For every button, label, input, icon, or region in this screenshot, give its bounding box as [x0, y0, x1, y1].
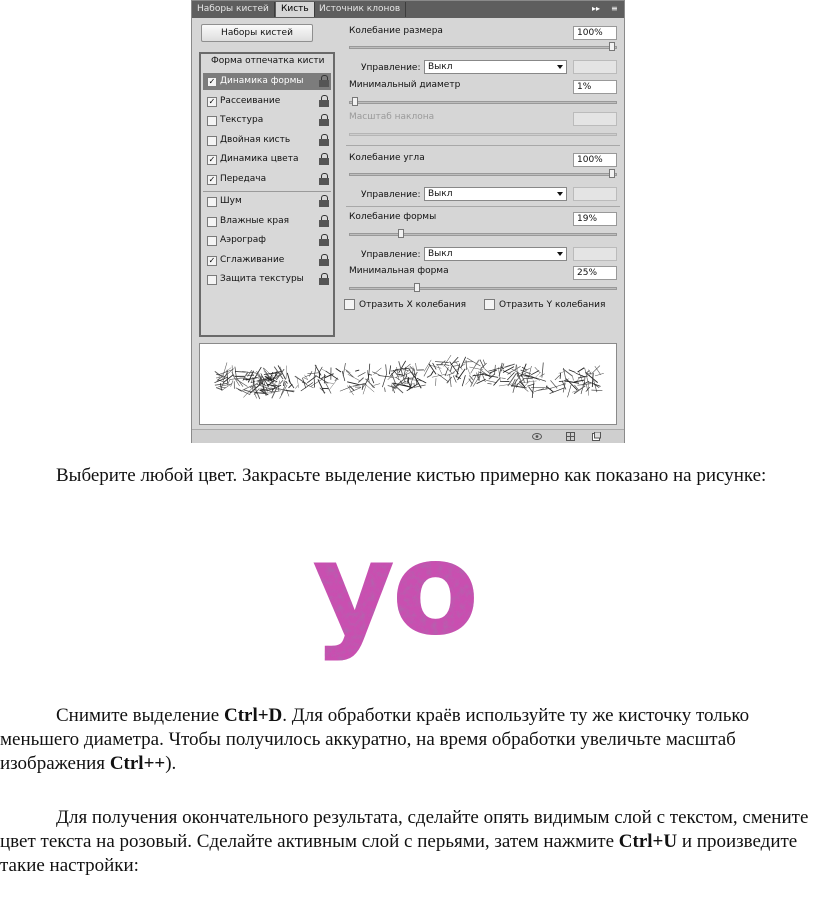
brush-setting-item[interactable]	[203, 271, 331, 288]
brush-setting-label: Шум	[220, 196, 242, 206]
shortcut-ctrl-u: Ctrl+U	[618, 831, 678, 852]
checkbox-unchecked[interactable]	[207, 236, 217, 246]
brush-bristle-mark	[458, 369, 466, 380]
brush-setting-item[interactable]	[203, 232, 331, 249]
brush-bristle-mark	[366, 379, 375, 388]
brush-bristle-mark	[573, 377, 574, 381]
brush-bristle-mark	[319, 367, 322, 372]
brush-bristle-mark	[486, 380, 497, 382]
lock-icon[interactable]	[319, 195, 329, 207]
roundness-fade-field	[573, 247, 617, 261]
brush-bristle-mark	[595, 373, 604, 376]
brush-bristle-mark	[358, 372, 366, 376]
brush-bristle-mark	[374, 384, 380, 386]
angle-fade-field	[573, 187, 617, 201]
brush-bristle-mark	[546, 386, 553, 392]
brush-bristle-mark	[466, 360, 467, 370]
brush-bristle-mark	[569, 370, 576, 373]
tab-clone-source[interactable]: Источник клонов	[314, 2, 406, 17]
min-diameter-value[interactable]: 1%	[573, 80, 617, 94]
brush-bristle-mark	[555, 375, 560, 380]
lock-icon[interactable]	[319, 134, 329, 146]
tilt-scale-slider	[349, 133, 617, 136]
brush-bristle-mark	[550, 384, 565, 389]
brush-eye-icon[interactable]	[532, 432, 541, 441]
brush-bristle-mark	[336, 368, 341, 372]
slider-thumb[interactable]	[609, 42, 615, 51]
lock-icon[interactable]	[319, 173, 329, 185]
brush-bristle-mark	[374, 368, 382, 375]
brush-bristle-mark	[363, 385, 366, 395]
brush-bristle-mark	[450, 375, 452, 387]
angle-jitter-label: Колебание угла	[349, 153, 425, 163]
brush-bristle-mark	[578, 368, 585, 372]
brush-setting-item[interactable]	[203, 151, 331, 168]
divider	[346, 145, 620, 146]
min-diameter-label: Минимальный диаметр	[349, 80, 461, 90]
size-control-select[interactable]: Выкл	[424, 60, 567, 74]
brush-setting-label: Влажные края	[220, 215, 290, 226]
checkbox-unchecked[interactable]	[207, 197, 217, 207]
angle-control-select[interactable]: Выкл	[424, 187, 567, 201]
brush-bristle-mark	[295, 385, 298, 388]
list-divider	[203, 191, 331, 192]
brush-bristle-mark	[527, 384, 534, 386]
slider-thumb[interactable]	[414, 283, 420, 292]
brush-bristle-mark	[355, 370, 359, 371]
checkbox-checked[interactable]: ✓	[208, 96, 216, 106]
brush-bristle-mark	[483, 360, 485, 364]
roundness-jitter-value[interactable]: 19%	[573, 212, 617, 226]
brush-bristle-mark	[437, 364, 442, 374]
brush-bristle-mark	[251, 377, 253, 383]
brush-bristle-mark	[343, 363, 345, 376]
brush-bristle-mark	[284, 382, 285, 386]
brush-settings-list	[199, 52, 335, 337]
checkbox-checked[interactable]: ✓	[208, 255, 216, 265]
panel-status-bar	[192, 429, 624, 443]
roundness-jitter-label: Колебание формы	[349, 212, 437, 222]
brush-bristle-mark	[382, 375, 386, 387]
paragraph-3: Для получения окончательного результата, сделайте опять видимым слой с текстом, смените цвет текста на розовый. Сделайте активным слой с перьями, затем нажмите Ctrl+U и произведите такие настройки:	[0, 807, 809, 876]
lock-icon[interactable]	[319, 254, 329, 266]
brush-bristle-mark	[329, 380, 337, 390]
min-roundness-value[interactable]: 25%	[573, 266, 617, 280]
brush-bristle-mark	[432, 374, 447, 377]
angle-jitter-slider[interactable]	[349, 173, 617, 176]
checkbox-unchecked[interactable]	[207, 275, 217, 285]
control-label: Управление:	[361, 190, 421, 200]
size-jitter-label: Колебание размера	[349, 26, 443, 36]
brush-bristle-mark	[586, 387, 590, 392]
brush-bristle-mark	[280, 380, 283, 384]
brush-bristle-mark	[469, 376, 473, 380]
brush-bristle-mark	[408, 377, 409, 382]
brush-bristle-mark	[280, 385, 288, 399]
brush-bristle-mark	[219, 370, 233, 375]
brush-bristle-mark	[444, 365, 449, 366]
tilt-scale-value	[573, 112, 617, 126]
min-diameter-slider[interactable]	[349, 101, 617, 104]
brush-bristle-mark	[398, 374, 404, 376]
brush-bristle-mark	[560, 373, 561, 379]
chevron-down-icon	[557, 65, 563, 69]
brush-bristle-mark	[453, 365, 459, 366]
brush-setting-label: Защита текстуры	[220, 274, 304, 284]
brush-setting-item[interactable]	[203, 93, 331, 110]
brush-bristle-mark	[416, 363, 417, 370]
brush-bristle-mark	[253, 378, 254, 389]
list-header-brush-tip-shape[interactable]: Форма отпечатка кисти	[211, 56, 325, 66]
brush-bristle-mark	[471, 376, 477, 387]
flip-y-checkbox[interactable]: Отразить Y колебания	[484, 299, 605, 310]
brush-bristle-mark	[216, 378, 220, 379]
brush-setting-label: Динамика цвета	[220, 154, 299, 164]
brush-bristle-mark	[286, 366, 287, 379]
panel-menu-icon[interactable]: ≡	[611, 4, 618, 13]
tilt-scale-label: Масштаб наклона	[349, 112, 435, 122]
new-preset-icon[interactable]	[592, 432, 601, 441]
brush-stroke-preview	[199, 343, 617, 425]
brush-setting-label: Текстура	[220, 115, 264, 125]
brush-setting-item[interactable]	[203, 132, 331, 149]
flip-x-checkbox[interactable]: Отразить X колебания	[344, 299, 466, 310]
divider	[346, 206, 620, 207]
checkbox-unchecked[interactable]	[207, 116, 217, 126]
grid-icon[interactable]	[566, 432, 575, 441]
checkbox-box[interactable]	[344, 299, 355, 310]
fade-steps-field	[573, 60, 617, 74]
shortcut-ctrl-d: Ctrl+D	[223, 705, 283, 726]
brush-bristle-mark	[516, 364, 517, 371]
control-label: Управление:	[361, 250, 421, 260]
brush-bristle-mark	[536, 378, 546, 381]
brush-bristle-mark	[308, 373, 320, 374]
brush-bristle-mark	[467, 368, 470, 375]
brush-setting-item[interactable]	[203, 252, 331, 269]
brush-bristle-mark	[385, 387, 386, 392]
brush-bristle-mark	[427, 375, 431, 377]
brush-setting-label: Двойная кисть	[220, 134, 291, 145]
brush-bristle-mark	[348, 374, 361, 381]
brush-bristle-mark	[445, 367, 448, 376]
brush-bristle-mark	[574, 386, 585, 394]
brush-bristle-mark	[535, 367, 540, 373]
brush-bristle-mark	[568, 385, 572, 397]
brush-bristle-mark	[264, 374, 270, 375]
lock-icon[interactable]	[319, 153, 329, 165]
brush-setting-label: Передача	[220, 173, 267, 184]
checkbox-unchecked[interactable]	[207, 136, 217, 146]
brush-setting-item[interactable]	[203, 73, 331, 90]
brush-bristle-mark	[347, 382, 360, 385]
brush-bristle-mark	[481, 363, 487, 369]
lock-icon[interactable]	[319, 234, 329, 246]
angle-jitter-value[interactable]: 100%	[573, 153, 617, 167]
brush-bristle-mark	[260, 390, 265, 391]
size-jitter-value[interactable]: 100%	[573, 26, 617, 40]
collapse-icon[interactable]: ▸▸	[592, 4, 601, 13]
brush-bristle-mark	[307, 376, 316, 383]
brush-setting-item[interactable]	[203, 171, 331, 188]
tab-brush-presets[interactable]: Наборы кистей	[192, 2, 275, 17]
lock-icon[interactable]	[319, 75, 329, 87]
brush-bristle-mark	[215, 383, 228, 385]
brush-bristle-mark	[487, 383, 491, 384]
stroke-preview-image	[200, 344, 616, 424]
brush-bristle-mark	[477, 379, 486, 383]
brush-setting-label: Аэрограф	[220, 235, 266, 245]
brush-bristle-mark	[447, 377, 452, 383]
checkbox-checked[interactable]: ✓	[208, 155, 216, 164]
chevron-down-icon	[557, 252, 563, 256]
brush-bristle-mark	[386, 364, 387, 375]
checkbox-unchecked[interactable]	[207, 217, 217, 227]
brush-bristle-mark	[462, 375, 465, 386]
lock-icon[interactable]	[319, 95, 329, 107]
lock-icon[interactable]	[319, 273, 329, 285]
brush-bristle-mark	[501, 378, 505, 379]
lock-icon[interactable]	[319, 215, 329, 227]
paragraph-1: Выберите любой цвет. Закрасьте выделение кистью примерно как показано на рисунке:	[56, 465, 767, 486]
brush-bristle-mark	[399, 361, 406, 373]
brush-bristle-mark	[410, 366, 414, 370]
slider-thumb[interactable]	[609, 169, 615, 178]
brush-bristle-mark	[469, 379, 473, 385]
brush-bristle-mark	[372, 372, 379, 375]
chevron-down-icon	[557, 192, 563, 196]
panel-tabs	[192, 1, 624, 18]
brush-setting-label: Динамика формы	[220, 76, 304, 86]
roundness-control-select[interactable]: Выкл	[424, 247, 567, 261]
brush-bristle-mark	[585, 368, 589, 383]
brush-bristle-mark	[531, 371, 539, 375]
brush-bristle-mark	[372, 378, 374, 384]
brush-bristle-mark	[346, 371, 353, 378]
brush-bristle-mark	[586, 371, 590, 374]
brush-bristle-mark	[395, 376, 400, 378]
brush-bristle-mark	[431, 371, 433, 375]
brush-bristle-mark	[450, 366, 452, 372]
shortcut-ctrl-plus: Ctrl++	[109, 753, 166, 774]
brush-bristle-mark	[474, 360, 480, 368]
brush-bristle-mark	[447, 373, 455, 376]
slider-thumb[interactable]	[352, 97, 358, 106]
brush-bristle-mark	[592, 373, 593, 387]
checkbox-checked[interactable]: ✓	[208, 174, 216, 184]
tab-brush[interactable]: Кисть	[276, 2, 315, 17]
brush-bristle-mark	[368, 364, 369, 379]
min-roundness-label: Минимальная форма	[349, 266, 449, 276]
brush-setting-item[interactable]	[203, 112, 331, 129]
brush-bristle-mark	[522, 376, 524, 383]
paragraph-2: Снимите выделение Ctrl+D. Для обработки краёв используйте ту же кисточку только меньшего диаметра. Чтобы получилось аккуратно, на время обработки увеличьте масштаб изображения Ctrl++).	[0, 705, 750, 774]
size-jitter-slider[interactable]	[349, 46, 617, 49]
slider-thumb[interactable]	[398, 229, 404, 238]
yo-text: yo	[312, 535, 476, 664]
control-label: Управление:	[361, 63, 421, 73]
brush-bristle-mark	[473, 376, 480, 387]
brush-setting-label: Рассеивание	[220, 95, 281, 106]
brush-bristle-mark	[451, 357, 459, 365]
roundness-jitter-slider[interactable]	[349, 233, 617, 236]
yo-brush-image	[310, 535, 510, 680]
checkbox-box[interactable]	[484, 299, 495, 310]
brush-bristle-mark	[389, 365, 390, 374]
brush-bristle-mark	[325, 383, 331, 394]
brush-setting-item[interactable]	[203, 193, 331, 210]
brush-bristle-mark	[309, 371, 312, 376]
checkbox-checked[interactable]: ✓	[208, 77, 216, 86]
brush-bristle-mark	[340, 387, 352, 392]
brush-panel	[191, 0, 625, 443]
brush-setting-label: Сглаживание	[220, 254, 285, 265]
brush-bristle-mark	[566, 379, 577, 390]
brush-presets-button[interactable]: Наборы кистей	[201, 24, 313, 42]
lock-icon[interactable]	[319, 114, 329, 126]
min-roundness-slider[interactable]	[349, 287, 617, 290]
brush-setting-item[interactable]	[203, 213, 331, 230]
